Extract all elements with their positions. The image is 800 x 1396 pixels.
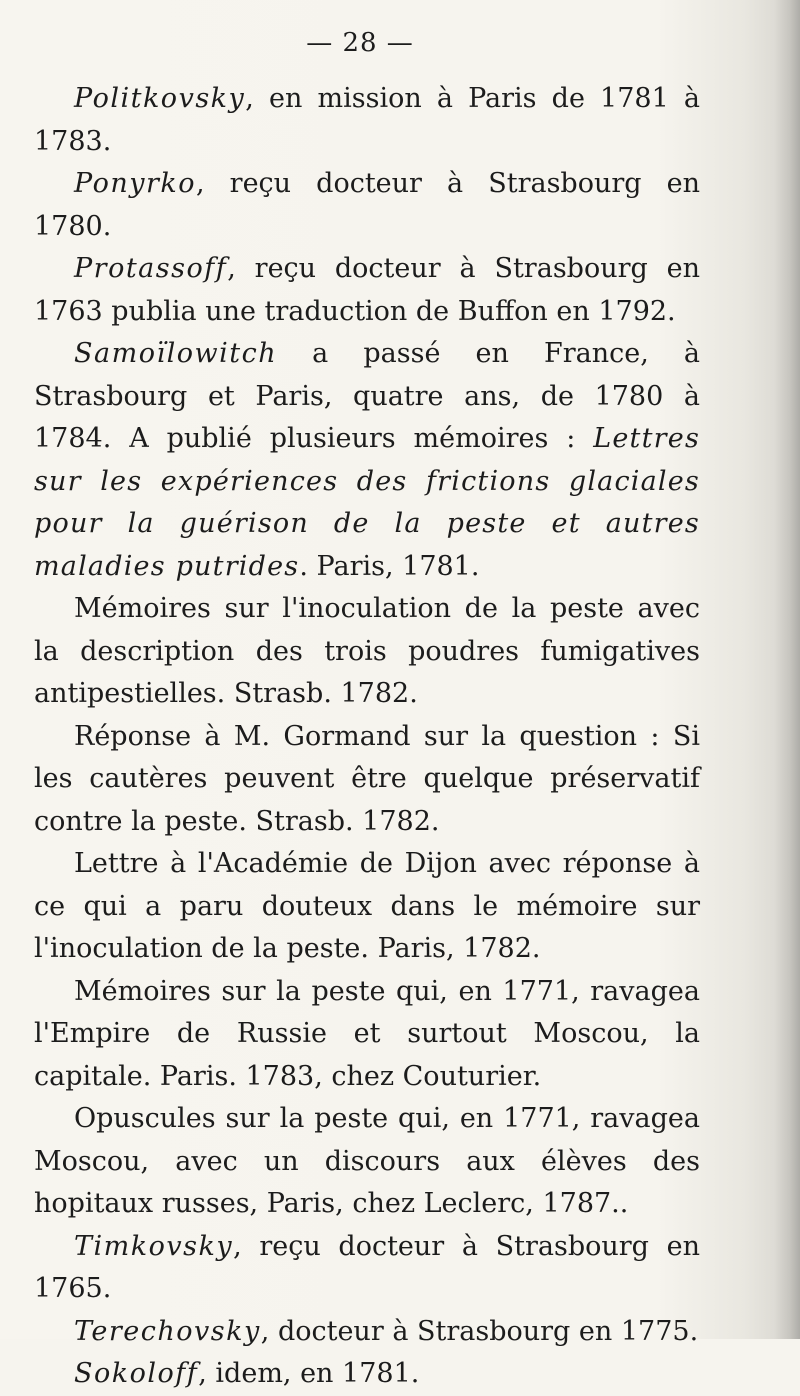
entry-politkovsky [34,78,700,163]
person-name: Timkovsky [74,1230,234,1262]
entry-text: a passé en France, à Strasbourg et Paris, quatre ans, de 1780 à 1784. A publié plusieurs mémoires : [34,338,700,454]
work-memoires-peste: Mémoires sur la peste qui, en 1771, ravagea l'Empire de Russie et surtout Moscou, la capitale. Paris. 1783, chez Couturier. [34,975,700,1092]
entry-text: , reçu docteur à Strasbourg en 1763 publia une traduction de Buffon en 1792. [34,253,700,327]
work-memoires-inoculation: Mémoires sur l'inoculation de la peste avec la description des trois poudres fumigatives antipestielles. Strasb. 1782. [34,593,700,709]
entry-text: , reçu docteur à Strasbourg en 1780. [34,168,700,242]
entry-protassoff [34,248,700,333]
page-body [34,78,700,1396]
entry-ponyrko [34,163,700,248]
work-title: Lettres sur les expériences des frictions glaciales pour la guérison de la peste et autres maladies putrides [34,423,700,582]
entry-text: , docteur à Strasbourg en 1775. [260,1315,699,1347]
person-name: Samoïlowitch [74,338,278,369]
entry-text: , idem, en 1781. [198,1358,420,1389]
work-opuscules: Opuscules sur la peste qui, en 1771, ravagea Moscou, avec un discours aux élèves des hopitaux russes, Paris, chez Leclerc, 1787.. [34,1103,700,1219]
page-number: — 28 — [306,28,414,58]
entry-timkovsky [34,1226,700,1311]
person-name: Protassoff [74,253,228,284]
entry-text: , reçu docteur à Strasbourg en 1765. [34,1230,700,1304]
person-name: Terechovsky [74,1315,261,1347]
entry-text: , en mission à Paris de 1781 à 1783. [34,83,700,157]
work-lettre-dijon: Lettre à l'Académie de Dijon avec réponse à ce qui a paru douteux dans le mémoire sur l'inoculation de la peste. Paris, 1782. [34,848,700,964]
work-reponse-gormand: Réponse à M. Gormand sur la question : Si les cautères peuvent être quelque préservatif contre la peste. Strasb. 1782. [34,720,700,837]
entry-samoilowitch [34,333,700,588]
page-edge-shadow [774,0,800,1339]
person-name: Ponyrko [74,168,196,199]
entry-terechovsky [34,1311,700,1354]
entry-tail: . Paris, 1781. [299,550,480,582]
entry-sokoloff [34,1353,700,1396]
person-name: Sokoloff [74,1358,199,1389]
person-name: Politkovsky [74,83,246,114]
